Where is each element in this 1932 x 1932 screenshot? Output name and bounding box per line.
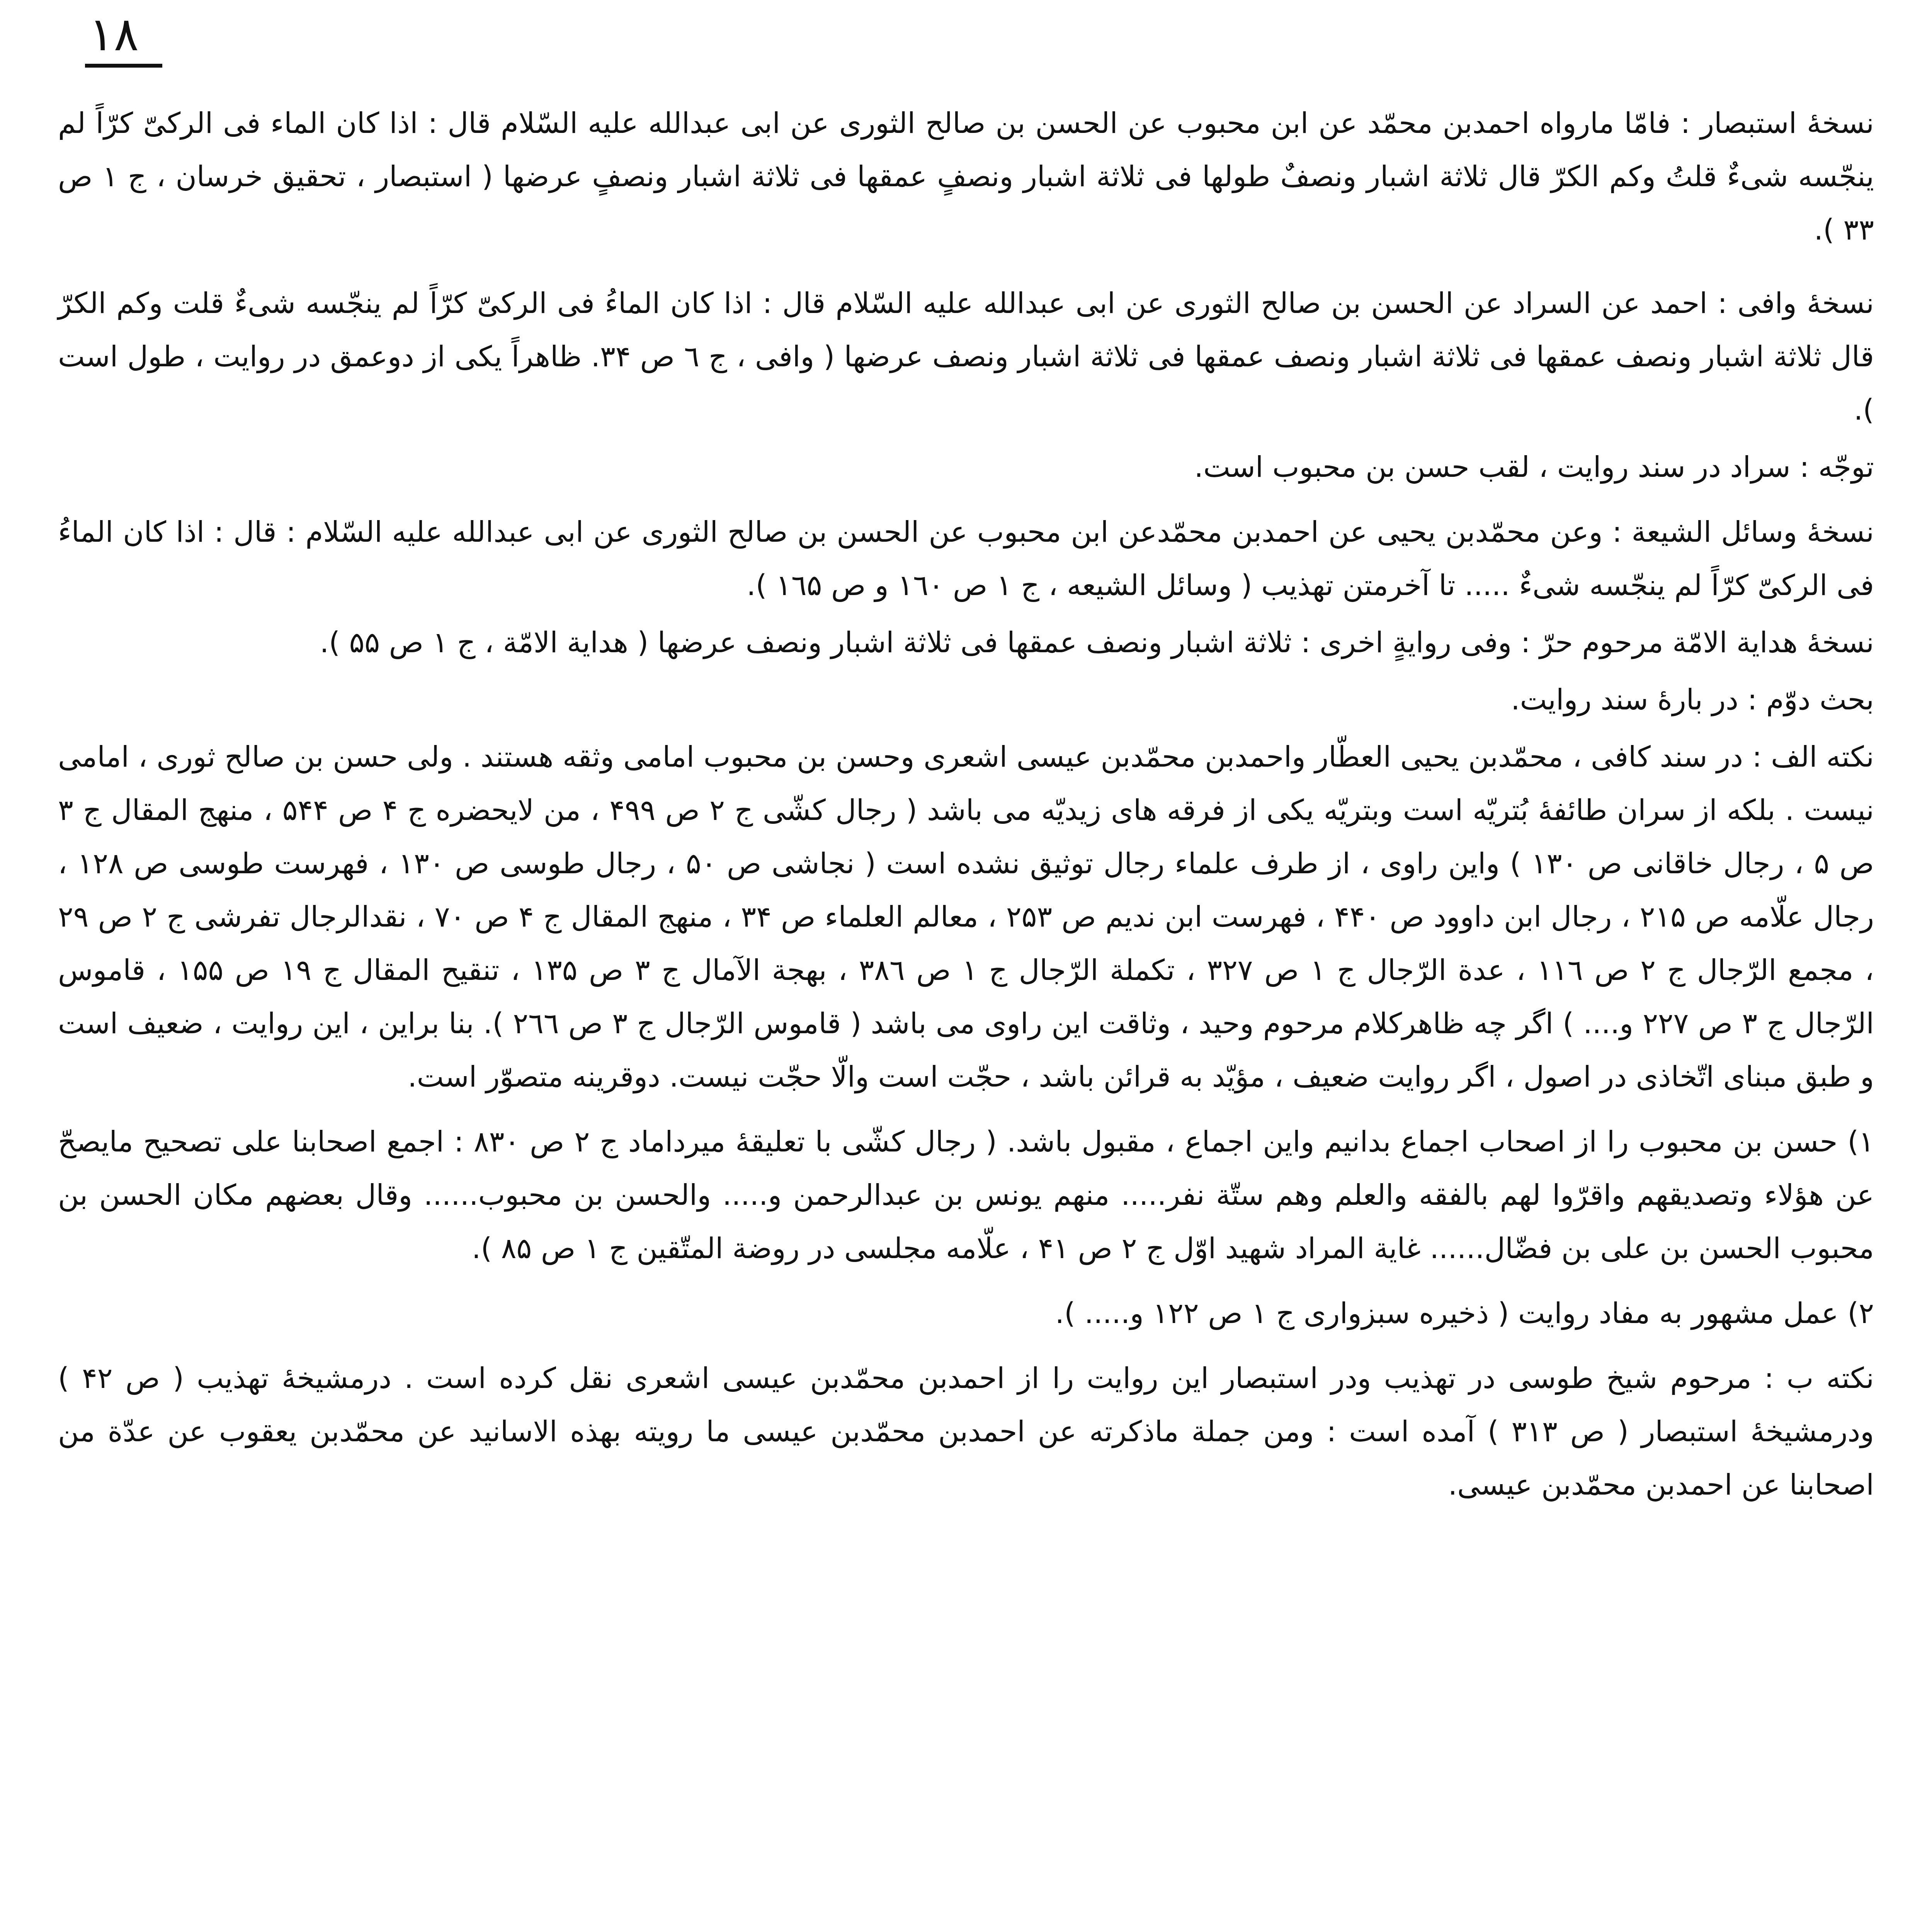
section-heading-sanad: بحث دوّم : در بارهٔ سند روایت. — [1511, 683, 1874, 716]
paragraph-wasail: نسخهٔ وسائل الشیعة : وعن محمّدبن یحیی عن احمدبن محمّدعن ابن محبوب عن الحسن بن صالح الثوری عن ابی عبدالله علیه السّلام : قال : اذا کان الماءُ فی الرکیّ کرّاً لم ینجّسه شیءٌ ..... تا آخرمتن تهذیب ( وسائل الشیعه ، ج ۱ ص ۱٦۰ و ص ۱٦۵ ). — [58, 515, 1874, 602]
paragraph-hidayat-al-umma: نسخهٔ هدایة الامّة مرحوم حرّ : وفی روایةٍ اخری : ثلاثة اشبار ونصف عمقها فی ثلاثة اشبار ونصف عرضها ( هدایة الامّة ، ج ۱ ص ۵۵ ). — [320, 626, 1874, 659]
paragraph-istibsar: نسخهٔ استبصار : فامّا مارواه احمدبن محمّد عن ابن محبوب عن الحسن بن صالح الثوری عن ابی عبدالله علیه السّلام قال : اذا کان الماء فی الرکیّ کرّاً لم ینجّسه شیءٌ قلتُ وکم الکرّ قال ثلاثة اشبار ونصفٌ طولها فی ثلاثة اشبار ونصفٍ عمقها فی ثلاثة اشبار ونصفٍ عرضها ( استبصار ، تحقیق خرسان ، ج ۱ ص ۳۳ ). — [58, 107, 1874, 247]
paragraph-note-be: نکته ب : مرحوم شیخ طوسی در تهذیب ودر استبصار این روایت را از احمدبن محمّدبن عیسی اشعری نقل کرده است . درمشیخهٔ تهذیب ( ص ۴۲ ) ودرمشیخهٔ استبصار ( ص ۳۱۳ ) آمده است : ومن جملة ماذکرته عن احمدبن محمّدبن عیسی ما رویته بهذه الاسانید عن محمّدبن یعقوب عن عدّة من اصحابنا عن احمدبن محمّدبن عیسی. — [58, 1362, 1874, 1502]
document-body — [58, 97, 1874, 1512]
paragraph-point-2: ۲) عمل مشهور به مفاد روایت ( ذخیره سبزواری ج ۱ ص ۱۲۲ و..... ). — [1055, 1297, 1874, 1330]
paragraph-note-alif: نکته الف : در سند کافی ، محمّدبن یحیی العطّار واحمدبن محمّدبن عیسی اشعری وحسن بن محبوب امامی وثقه هستند . ولی حسن بن صالح ثوری ، امامی نیست . بلکه از سران طائفهٔ بُتریّه است وبتریّه یکی از فرقه های زیدیّه می باشد ( رجال کشّی ج ۲ ص ۴۹۹ ، من لایحضره ج ۴ ص ۵۴۴ ، منهج المقال ج ۳ ص ۵ ، رجال خاقانی ص ۱۳۰ ) واین راوی ، از طرف علماء رجال توثیق نشده است ( نجاشی ص ۵۰ ، رجال طوسی ص ۱۳۰ ، فهرست طوسی ص ۱۲۸ ، رجال علّامه ص ۲۱۵ ، رجال ابن داوود ص ۴۴۰ ، فهرست ابن ندیم ص ۲۵۳ ، معالم العلماء ص ۳۴ ، منهج المقال ج ۴ ص ۷۰ ، نقدالرجال تفرشی ج ۲ ص ۲۹ ، مجمع الرّجال ج ۲ ص ۱۱٦ ، عدة الرّجال ج ۱ ص ۳۲۷ ، تکملة الرّجال ج ۱ ص ۳۸٦ ، بهجة الآمال ج ۳ ص ۱۳۵ ، تنقیح المقال ج ۱۹ ص ۱۵۵ ، قاموس الرّجال ج ۳ ص ۲۲۷ و.... ) اگر چه ظاهرکلام مرحوم وحید ، وثاقت این راوی می باشد ( قاموس الرّجال ج ۳ ص ۲٦٦ ). بنا براین ، این روایت ، ضعیف است و طبق مبنای اتّخاذی در اصول ، اگر روایت ضعیف ، مؤیّد به قرائن باشد ، حجّت است والّا حجّت نیست. دوقرینه متصوّر است. — [58, 740, 1874, 1094]
page-number-underline — [85, 64, 162, 68]
paragraph-point-1: ۱) حسن بن محبوب را از اصحاب اجماع بدانیم واین اجماع ، مقبول باشد. ( رجال کشّی با تعلیقهٔ میرداماد ج ۲ ص ۸۳۰ : اجمع اصحابنا علی تصحیح مایصحّ عن هؤلاء وتصدیقهم واقرّوا لهم بالفقه والعلم وهم ستّة نفر..... منهم یونس بن عبدالرحمن و..... والحسن بن محبوب...... وقال بعضهم مکان الحسن بن محبوب الحسن بن علی بن فضّال...... غایة المراد شهید اوّل ج ۲ ص ۴۱ ، علّامه مجلسی در روضة المتّقین ج ۱ ص ۸۵ ). — [58, 1125, 1874, 1265]
paragraph-note-sarrad: توجّه : سراد در سند روایت ، لقب حسن بن محبوب است. — [1194, 451, 1874, 484]
page-number: ۱۸ — [89, 8, 139, 61]
paragraph-wafi: نسخهٔ وافی : احمد عن السراد عن الحسن بن صالح الثوری عن ابی عبدالله علیه السّلام قال : اذا کان الماءُ فی الرکیّ کرّاً لم ینجّسه شیءٌ قلت وکم الکرّ قال ثلاثة اشبار ونصف عمقها فی ثلاثة اشبار ونصف عمقها فی ثلاثة اشبار ونصف عرضها ( وافی ، ج ٦ ص ۳۴. ظاهراً یکی از دوعمق در روایت ، طول است ). — [58, 287, 1874, 427]
